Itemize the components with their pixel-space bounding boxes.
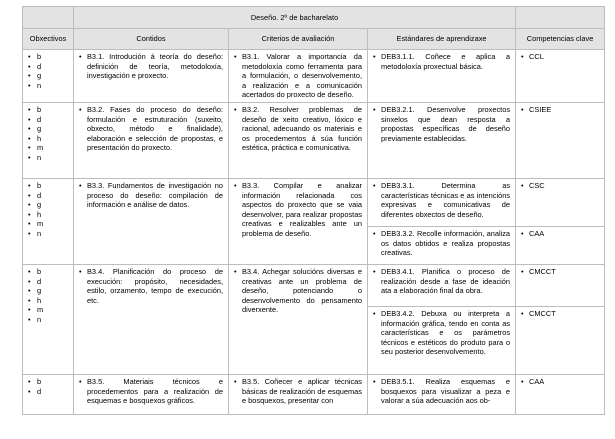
objective-item: • g (28, 124, 68, 134)
competence-cell (516, 374, 605, 414)
objective-item: • m (28, 219, 68, 229)
criterion-text: • B3.5. Coñecer e aplicar técnicas básicas de realización de esquemas e bosquexos, presentar con (234, 377, 362, 406)
standard-cell (368, 178, 516, 226)
competence-cell (516, 306, 605, 374)
criterion-text: • B3.1. Valorar a importancia da metodoloxía como ferramenta para a formulación, o desenvolvemento, a realización e a comunicación acertados do proxecto de deseño. (234, 52, 362, 100)
curriculum-table (22, 6, 605, 415)
content-cell (74, 264, 229, 374)
table-row (23, 374, 605, 414)
competence-cell (516, 178, 605, 226)
objective-item: • g (28, 71, 68, 81)
competence-text: • CCL (521, 52, 599, 62)
table-title-spacer (23, 7, 74, 29)
standard-text: • DEB3.1.1. Coñece e aplica a metodoloxía proxectual básica. (373, 52, 510, 71)
objectives-cell (23, 50, 74, 103)
objective-item: • d (28, 387, 68, 397)
content-cell (74, 374, 229, 414)
objective-item: • h (28, 210, 68, 220)
objective-item: • g (28, 200, 68, 210)
criterion-cell (229, 50, 368, 103)
objective-item: • b (28, 181, 68, 191)
competence-text: • CMCCT (521, 267, 599, 277)
content-text: • B3.3. Fundamentos de investigación no proceso do deseño: compilación de información e análise de datos. (79, 181, 223, 210)
objective-item: • n (28, 81, 68, 91)
standard-text: • DEB3.4.2. Debuxa ou interpreta a información gráfica, tendo en conta as características e os parámetros técnicos e estéticos do produto para o seu posterior desenvolvemento. (373, 309, 510, 357)
competence-cell (516, 50, 605, 103)
criterion-text: • B3.4. Achegar solucións diversas e creativas ante un problema de deseño, potenciando o desenvolvemento do pensamento diverxente. (234, 267, 362, 315)
criterion-text: • B3.3. Compilar e analizar información relacionada cos aspectos do proxecto que se vaia desenvolver, para realizar propostas creativas e realizables ante un problema de deseño. (234, 181, 362, 239)
standard-text: • DEB3.5.1. Realiza esquemas e bosquexos para visualizar a peza e valorar a súa adecuación aos ob- (373, 377, 510, 406)
competence-text: • CMCCT (521, 309, 599, 319)
objectives-cell (23, 102, 74, 178)
standard-cell (368, 102, 516, 178)
header-standards: Estándares de aprendizaxe (368, 29, 516, 50)
objectives-cell (23, 178, 74, 264)
objective-item: • g (28, 286, 68, 296)
standard-text: • DEB3.3.1. Determina as características técnicas e as intencións expresivas e comunicativas de diferentes obxectos de deseño. (373, 181, 510, 219)
competence-cell (516, 264, 605, 306)
objectives-cell (23, 374, 74, 414)
content-text: • B3.4. Planificación do proceso de execución: propósito, necesidades, estilo, orzamento, tempo de execución, etc. (79, 267, 223, 305)
competence-text: • CSIEE (521, 105, 599, 115)
table-title-spacer-right (516, 7, 605, 29)
header-objectives: Obxectivos (23, 29, 74, 50)
table-row (23, 102, 605, 178)
standard-text: • DEB3.4.1. Planifica o proceso de realización desde a fase de ideación ata a elaboración final da obra. (373, 267, 510, 296)
content-cell (74, 178, 229, 264)
standard-cell (368, 264, 516, 306)
content-text: • B3.1. Introdución á teoría do deseño: definición de teoría, metodoloxía, investigación e proxecto. (79, 52, 223, 81)
competence-cell (516, 102, 605, 178)
competence-text: • CAA (521, 377, 599, 387)
content-text: • B3.2. Fases do proceso do deseño: formulación e estruturación (suxeito, obxecto, método e finalidade), elaboración e selección de propostas, e presentación do proxecto. (79, 105, 223, 153)
objective-item: • d (28, 191, 68, 201)
criterion-cell (229, 178, 368, 264)
objective-item: • n (28, 229, 68, 239)
standard-text: • DEB3.2.1. Desenvolve proxectos sinxelos que dean resposta a propostas específicas de deseño previamente establecidas. (373, 105, 510, 143)
standard-text: • DEB3.3.2. Recolle información, analiza os datos obtidos e realiza propostas creativas. (373, 229, 510, 258)
competence-cell (516, 226, 605, 264)
content-cell (74, 50, 229, 103)
table-row (23, 264, 605, 306)
objective-item: • b (28, 105, 68, 115)
objective-item: • d (28, 277, 68, 287)
content-text: • B3.5. Materiais técnicos e procedementos para a realización de esquemas e bosquexos gráficos. (79, 377, 223, 406)
competence-text: • CSC (521, 181, 599, 191)
objective-item: • m (28, 305, 68, 315)
content-cell (74, 102, 229, 178)
standard-cell (368, 306, 516, 374)
table-row (23, 178, 605, 226)
objective-item: • h (28, 296, 68, 306)
header-competences: Competencias clave (516, 29, 605, 50)
table-title: Deseño. 2º de bacharelato (74, 7, 516, 29)
standard-cell (368, 226, 516, 264)
header-criteria: Criterios de avaliación (229, 29, 368, 50)
objective-item: • n (28, 315, 68, 325)
criterion-cell (229, 102, 368, 178)
objective-item: • b (28, 52, 68, 62)
objective-item: • b (28, 377, 68, 387)
standard-cell (368, 374, 516, 414)
objective-item: • n (28, 153, 68, 163)
objective-item: • m (28, 143, 68, 153)
competence-text: • CAA (521, 229, 599, 239)
objective-item: • d (28, 115, 68, 125)
criterion-text: • B3.2. Resolver problemas de deseño de xeito creativo, lóxico e racional, adecuando os materiais e os procedementos á súa función estética, práctica e comunicativa. (234, 105, 362, 153)
criterion-cell (229, 264, 368, 374)
objective-item: • b (28, 267, 68, 277)
objective-item: • d (28, 62, 68, 72)
objective-item: • h (28, 134, 68, 144)
header-contents: Contidos (74, 29, 229, 50)
standard-cell (368, 50, 516, 103)
objectives-cell (23, 264, 74, 374)
table-row (23, 50, 605, 103)
criterion-cell (229, 374, 368, 414)
